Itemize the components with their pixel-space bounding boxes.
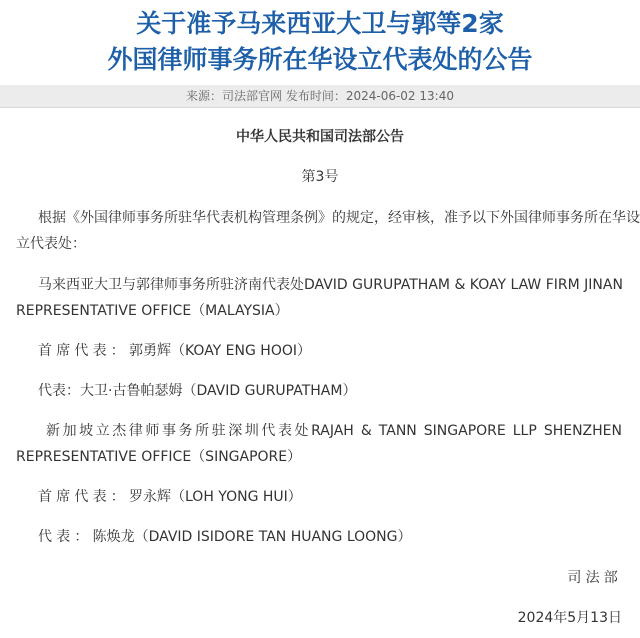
announcement-date: 2024年5月13日 <box>517 610 622 626</box>
firm1-chief-label: 首席代表： <box>38 343 129 359</box>
announcement-number: 第3号 <box>301 169 339 185</box>
firm2-chief-label: 首席代表： <box>38 489 129 505</box>
article-meta: 来源：司法部官网 发布时间：2024-06-02 13:40 <box>186 89 454 103</box>
firm1-chief-representative <box>38 341 311 361</box>
firm1-name-line-1: 马来西亚大卫与郭律师事务所驻济南代表处DAVID GURUPATHAM & KOAY LAW FIRM JINAN <box>38 277 623 293</box>
firm2-representative <box>38 527 411 547</box>
firm1-chief-name: 郭勇辉（KOAY ENG HOOI） <box>129 343 311 359</box>
article-meta-bar <box>0 85 640 108</box>
firm1-representative <box>38 381 356 401</box>
firm2-name-line-2: REPRESENTATIVE OFFICE（SINGAPORE） <box>16 449 302 465</box>
firm2-rep-name: 陈焕龙（DAVID ISIDORE TAN HUANG LOONG） <box>92 529 412 545</box>
article-title-line-2: 外国律师事务所在华设立代表处的公告 <box>107 45 533 74</box>
firm2-chief-representative <box>38 487 302 507</box>
firm2-name-line-1: 新加坡立杰律师事务所驻深圳代表处RAJAH & TANN SINGAPORE LLP SHENZHEN <box>46 423 622 439</box>
article-title-line-1: 关于准予马来西亚大卫与郭等2家 <box>136 9 504 38</box>
firm1-rep-name: 大卫·古鲁帕瑟姆（DAVID GURUPATHAM） <box>80 383 357 399</box>
intro-paragraph-line-2: 立代表处： <box>16 236 86 252</box>
intro-paragraph-line-1: 根据《外国律师事务所驻华代表机构管理条例》的规定，经审核，准予以下外国律师事务所在华设 <box>38 210 640 226</box>
announcement-heading: 中华人民共和国司法部公告 <box>236 129 404 145</box>
signature: 司法部 <box>567 570 622 586</box>
firm2-rep-label: 代表： <box>38 529 93 545</box>
firm2-chief-name: 罗永辉（LOH YONG HUI） <box>129 489 302 505</box>
firm1-rep-label: 代表： <box>38 383 80 399</box>
firm1-name-line-2: REPRESENTATIVE OFFICE（MALAYSIA） <box>16 303 289 319</box>
